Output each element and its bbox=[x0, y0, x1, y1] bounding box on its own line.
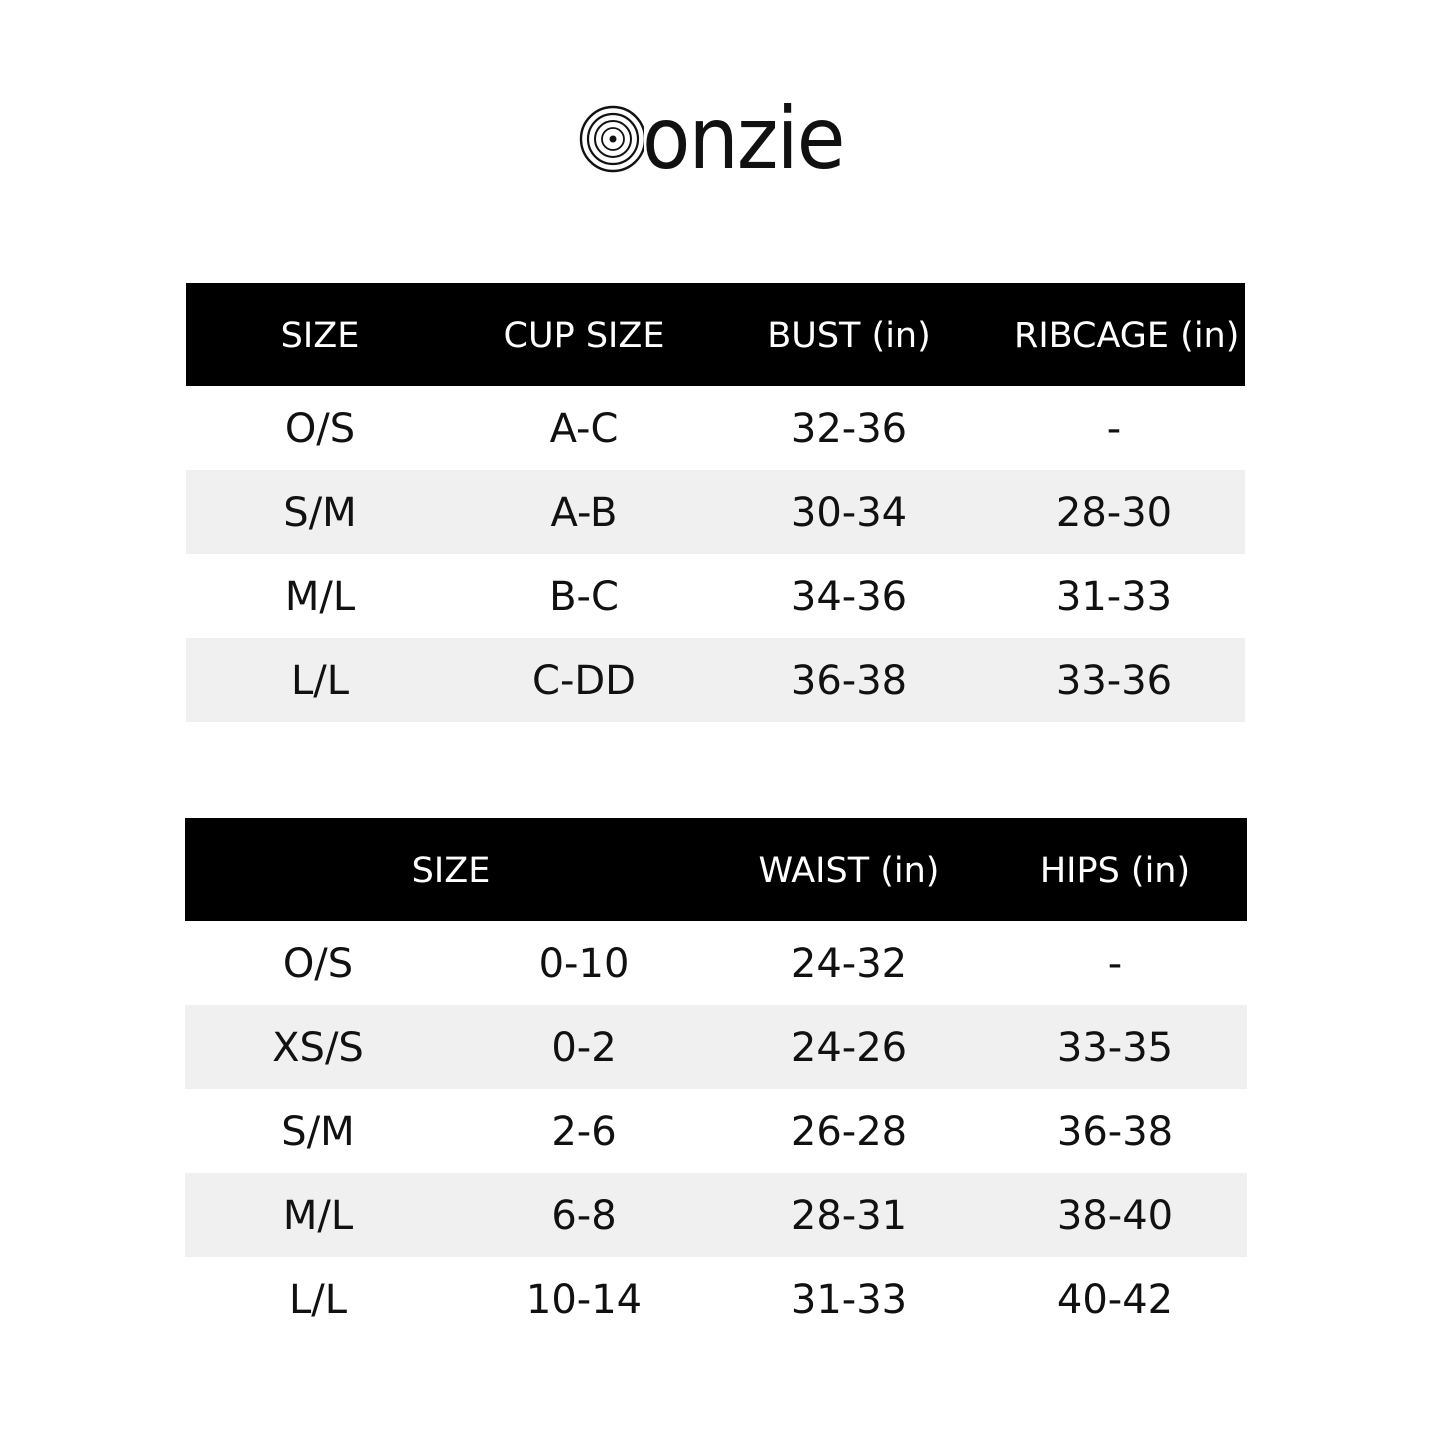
table-row bbox=[185, 921, 1247, 1005]
cell-hips: 33-35 bbox=[1056, 1025, 1174, 1071]
table-row bbox=[185, 1005, 1247, 1089]
table-row bbox=[186, 554, 1245, 638]
header-size: SIZE bbox=[280, 316, 360, 356]
cell-ribcage: 33-36 bbox=[1055, 658, 1173, 704]
cell-size: XS/S bbox=[272, 1025, 364, 1071]
header-bust: BUST (in) bbox=[767, 316, 931, 356]
cell-bust: 34-36 bbox=[790, 574, 908, 620]
cell-size: S/M bbox=[283, 490, 357, 536]
cell-waist: 31-33 bbox=[790, 1277, 908, 1323]
header-cup-size: CUP SIZE bbox=[503, 316, 665, 356]
cell-bust: 36-38 bbox=[790, 658, 908, 704]
cell-cup-size: A-B bbox=[550, 490, 618, 536]
table-header bbox=[185, 818, 1247, 921]
table-row bbox=[186, 638, 1245, 722]
cell-size: L/L bbox=[290, 658, 350, 704]
header-size: SIZE bbox=[411, 851, 491, 891]
bra-size-table bbox=[186, 283, 1245, 722]
table-row bbox=[185, 1257, 1247, 1341]
cell-size: O/S bbox=[282, 941, 354, 987]
cell-waist: 26-28 bbox=[790, 1109, 908, 1155]
header-hips: HIPS (in) bbox=[1039, 851, 1191, 891]
concentric-circles-icon bbox=[578, 98, 644, 180]
cell-numeric-size: 6-8 bbox=[551, 1193, 617, 1239]
header-waist: WAIST (in) bbox=[758, 851, 940, 891]
table-row bbox=[185, 1089, 1247, 1173]
cell-bust: 32-36 bbox=[790, 406, 908, 452]
cell-size: M/L bbox=[284, 574, 356, 620]
table-header bbox=[186, 283, 1245, 386]
cell-numeric-size: 0-10 bbox=[538, 941, 630, 987]
header-ribcage: RIBCAGE (in) bbox=[1014, 316, 1240, 356]
cell-waist: 24-26 bbox=[790, 1025, 908, 1071]
cell-ribcage: 31-33 bbox=[1055, 574, 1173, 620]
brand-logo bbox=[578, 89, 860, 189]
cell-size: S/M bbox=[281, 1109, 355, 1155]
table-row bbox=[186, 386, 1245, 470]
cell-numeric-size: 0-2 bbox=[551, 1025, 617, 1071]
bottoms-size-table bbox=[185, 818, 1247, 1341]
cell-bust: 30-34 bbox=[790, 490, 908, 536]
cell-hips: 38-40 bbox=[1056, 1193, 1174, 1239]
cell-hips: - bbox=[1107, 941, 1123, 987]
cell-size: L/L bbox=[288, 1277, 348, 1323]
cell-size: M/L bbox=[282, 1193, 354, 1239]
cell-cup-size: B-C bbox=[549, 574, 619, 620]
table-row bbox=[185, 1173, 1247, 1257]
cell-ribcage: 28-30 bbox=[1055, 490, 1173, 536]
cell-cup-size: A-C bbox=[549, 406, 619, 452]
cell-waist: 24-32 bbox=[790, 941, 908, 987]
cell-hips: 40-42 bbox=[1056, 1277, 1174, 1323]
cell-waist: 28-31 bbox=[790, 1193, 908, 1239]
brand-wordmark: onzie bbox=[642, 89, 844, 189]
cell-size: O/S bbox=[284, 406, 356, 452]
cell-numeric-size: 2-6 bbox=[551, 1109, 617, 1155]
cell-numeric-size: 10-14 bbox=[525, 1277, 643, 1323]
cell-cup-size: C-DD bbox=[532, 658, 636, 704]
cell-hips: 36-38 bbox=[1056, 1109, 1174, 1155]
cell-ribcage: - bbox=[1106, 406, 1122, 452]
table-row bbox=[186, 470, 1245, 554]
